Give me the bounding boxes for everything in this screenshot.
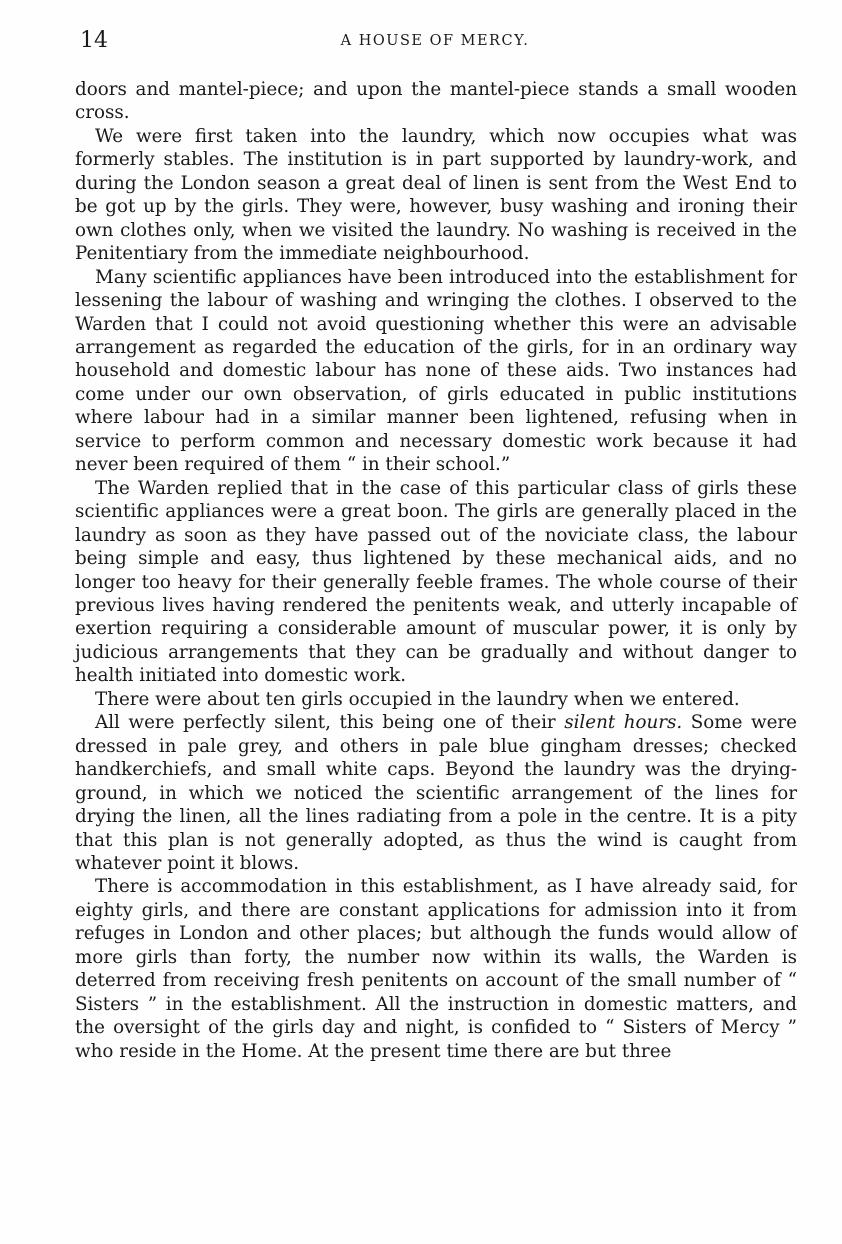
running-title: A HOUSE OF MERCY. xyxy=(340,33,530,49)
paragraph-continued: doors and mantel-piece; and upon the mantel-piece stands a small wooden cross. xyxy=(75,79,797,124)
page-number: 14 xyxy=(80,28,108,53)
emphasis-silent-hours: silent hours. xyxy=(564,712,683,734)
paragraph-silent-hours xyxy=(75,711,797,875)
paragraph-ten-girls: There were about ten girls occupied in the laundry when we entered. xyxy=(95,688,740,710)
paragraph-silent-hours-end: Some were dressed in pale grey, and others in pale blue gingham dresses; checked handkerchiefs, and small white caps. Beyond the laundry was the drying-ground, in which we noticed the scientific arrangement of the lines for drying the linen, all the lines radiating from a pole in the centre. It is a pity that this plan is not generally adopted, as thus the wind is caught from whatever point it blows. xyxy=(75,712,797,874)
paragraph-warden-reply: The Warden replied that in the case of this particular class of girls these scientific appliances were a great boon. The girls are generally placed in the laundry as soon as they have passed out of the noviciate class, the labour being simple and easy, thus lightened by these mechanical aids, and no longer too heavy for their generally feeble frames. The whole course of their previous lives having rendered the penitents weak, and utterly incapable of exertion requiring a considerable amount of muscular power, it is only by judicious arrangements that they can be gradually and without danger to health initiated into domestic work. xyxy=(75,477,797,687)
paragraph-accommodation: There is accommodation in this establishment, as I have already said, for eighty girls, and there are constant applications for admission into it from refuges in London and other places; but although the funds would allow of more girls than forty, the number now within its walls, the Warden is deterred from receiving fresh penitents on account of the small number of “ Sisters ” in the establishment. All the instruction in domestic matters, and the oversight of the girls day and night, is confided to “ Sisters of Mercy ” who reside in the Home. At the present time there are but three xyxy=(75,876,797,1062)
paragraph-silent-hours-start: All were perfectly silent, this being one of their xyxy=(95,712,565,734)
paragraph-laundry: We were first taken into the laundry, which now occupies what was formerly stables. The institution is in part supported by laundry-work, and during the London season a great deal of linen is sent from the West End to be got up by the girls. They were, however, busy washing and ironing their own clothes only, when we visited the laundry. No washing is received in the Penitentiary from the immediate neighbourhood. xyxy=(75,125,797,265)
page-body xyxy=(75,78,797,1063)
page-header xyxy=(80,28,790,58)
paragraph-appliances: Many scientific appliances have been introduced into the establishment for lessening the labour of washing and wringing the clothes. I observed to the Warden that I could not avoid questioning whether this were an advisable arrangement as regarded the education of the girls, for in an ordinary way household and domestic labour has none of these aids. Two instances had come under our own observation, of girls educated in public institutions where labour had in a similar manner been lightened, refusing when in service to perform common and necessary domestic work because it had never been required of them “ in their school.” xyxy=(75,266,797,476)
